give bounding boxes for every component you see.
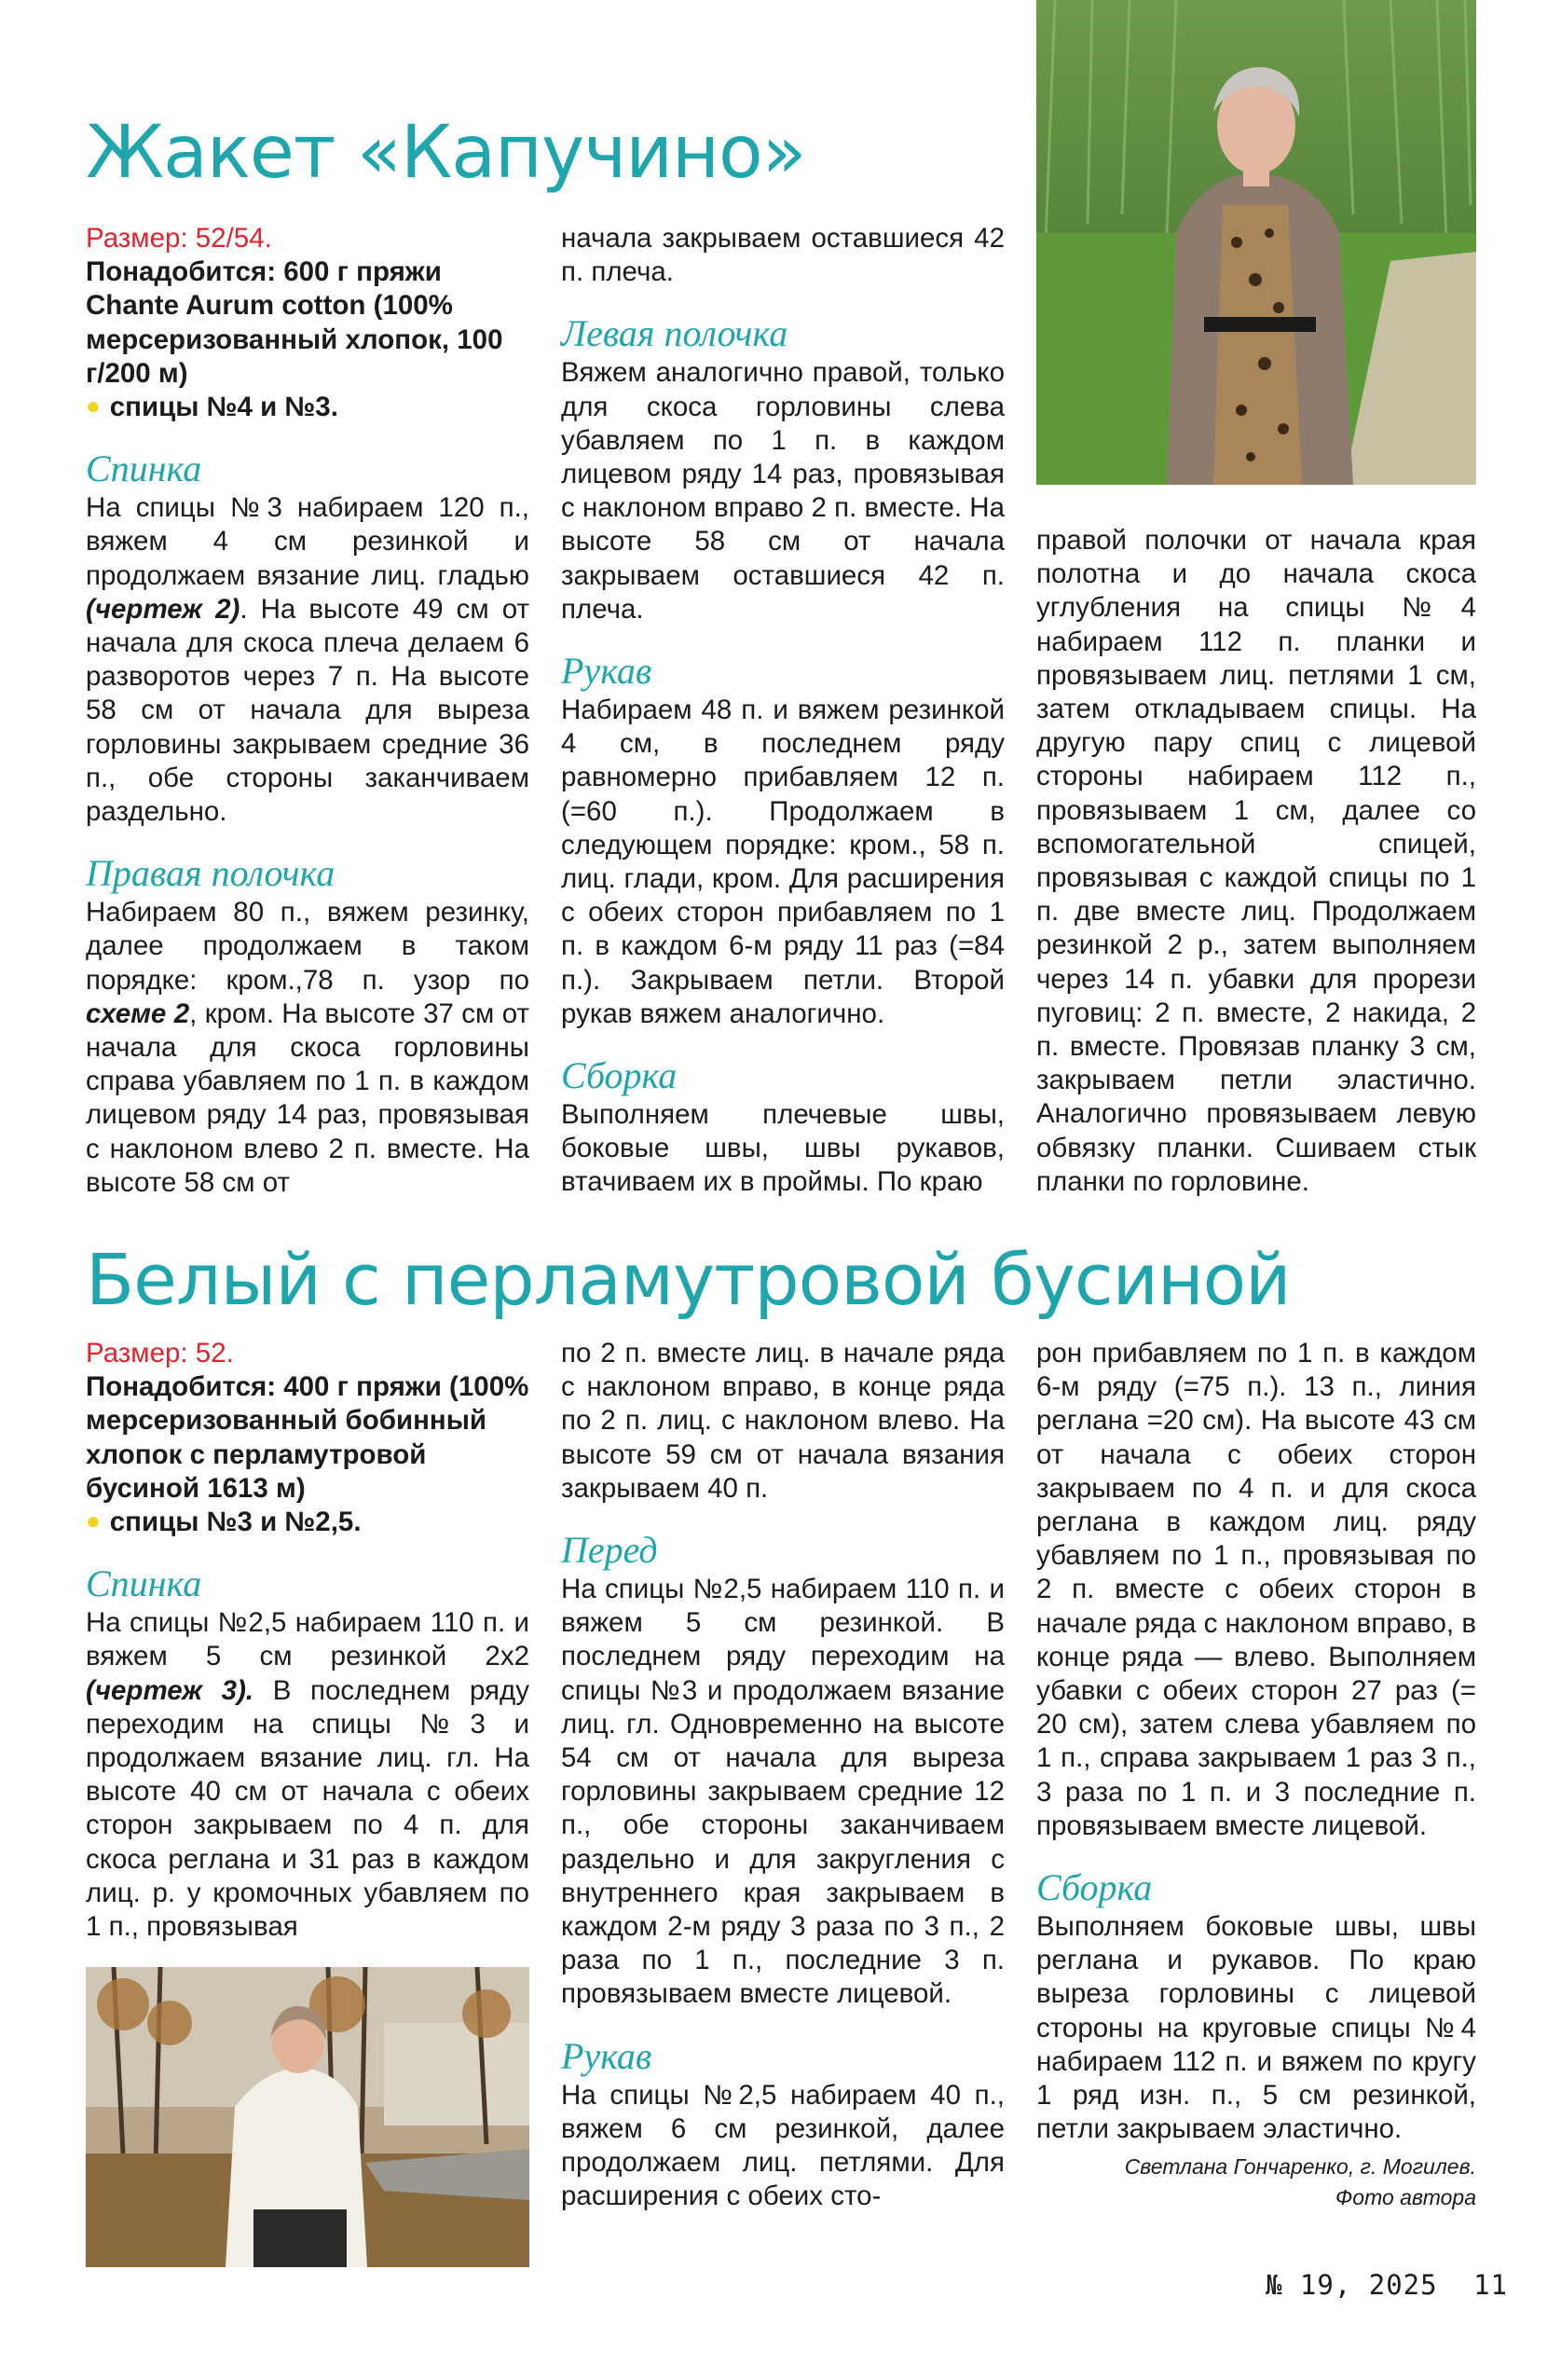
assembly-paragraph: Выполняем плечевые швы, боковые швы, швы рукавов, втачиваем их в проймы. По краю — [561, 1099, 1005, 1198]
back-chart-reference: (чертеж 2) — [86, 593, 240, 625]
materials-needed-2: Понадобится: 400 г пряжи (100% мерсеризованный бобинный хлопок с перламутровой бусиной 1613 м) — [86, 1371, 529, 1504]
left-front-paragraph: Вяжем аналогично правой, только для скоса горловины слева убавляем по 1 п. в каждом лицевом ряду 14 раз, провязывая с наклоном вправо 2 п. вместе. На высоте 58 см от начала закрываем оставшиеся 42 п. плеча. — [561, 357, 1005, 625]
section-heading-front: Перед — [561, 1529, 658, 1572]
back2-text-1: На спицы №2,5 набираем 110 п. и вяжем 5 см резинкой 2х2 — [86, 1607, 529, 1672]
article1-column-3 — [1036, 524, 1476, 1199]
author-credit: Светлана Гончаренко, г. Могилев. — [1124, 2154, 1476, 2180]
woman-sweater-illustration — [86, 1967, 529, 2267]
section-heading-left-front: Левая полочка — [561, 312, 788, 355]
section-heading-back: Спинка — [86, 447, 202, 490]
right-front-continuation: начала закрываем оставшиеся 42 п. плеча. — [561, 223, 1005, 288]
section-heading-assembly: Сборка — [561, 1054, 678, 1097]
sleeve-paragraph-2: На спицы №2,5 набираем 40 п., вяжем 6 см резинкой, далее продолжаем лиц. петлями. Для расширения с обеих сто- — [561, 2079, 1005, 2212]
needles-line — [86, 391, 529, 424]
back2-text-2: В последнем ряду переходим на спицы №3 и продолжаем вязание лиц. гл. На высоте 40 см от начала с обеих сторон закрываем по 4 п. для скоса реглана и 31 раз в каждом лиц. р. у кромочных убавляем по 1 п., провязывая — [86, 1674, 529, 1943]
right-front-text-1: Набираем 80 п., вяжем резинку, далее продолжаем в таком порядке: кром.,78 п. узор по — [86, 897, 529, 996]
photo-white-sweater — [86, 1967, 529, 2267]
article2-column-1 — [86, 1337, 529, 1944]
back-text-2: . На высоте 49 см от начала для скоса плеча делаем 6 разворотов через 7 п. На высоте 58 см от начала для выреза горловины закрываем средние 36 п., обе стороны заканчиваем раздельно. — [86, 593, 529, 828]
back-paragraph — [86, 491, 529, 829]
raglan-paragraph: рон прибавляем по 1 п. в каждом 6-м ряду (=75 п.). 13 п., линия реглана =20 см). На высоте 43 см от начала с обеих сторон закрываем по 4 п. и для скоса реглана в каждом лиц. ряду убавляем по 1 п., провязывая по 2 п. вместе с обеих сторон в начале ряда с наклоном вправо, в конце ряда — влево. Выполняем убавки с обеих сторон 27 раз (= 20 см), затем слева убавляем по 1 п., справа закрываем 1 раз 3 п., 3 раза по 1 п. и 3 последние п. провязываем вместе лицевой. — [1036, 1338, 1476, 1841]
back2-continuation: по 2 п. вместе лиц. в начале ряда с наклоном вправо, в конце ряда по 2 п. лиц. с наклоном влево. На высоте 59 см от начала вязания закрываем 40 п. — [561, 1338, 1005, 1504]
placket-paragraph: правой полочки от начала края полотна и до начала скоса углубления на спицы №4 набираем 112 п. планки и провязываем лиц. петлями 1 см, затем откладываем спицы. На другую пару спиц с лицевой стороны набираем 112 п., провязываем 1 см, далее со вспомогательной спицей, провязывая с каждой спицы по 1 п. две вместе лиц. Продолжаем резинкой 2 р., затем выполняем через 14 п. убавки для прорези пуговиц: 2 п. вместе, 2 накида, 2 п. вместе. Провязав планку 3 см, закрываем петли эластично. Аналогично провязываем левую обвязку планки. Сшиваем стык планки по горловине. — [1036, 525, 1476, 1197]
right-front-paragraph — [86, 896, 529, 1200]
size-label: Размер: 52/54. — [86, 223, 272, 254]
article2-column-3 — [1036, 1337, 1476, 2213]
photo-cardigan — [1036, 0, 1476, 485]
back2-chart-reference: (чертеж 3). — [86, 1674, 254, 1706]
issue-number: № 19, 2025 — [1266, 2269, 1438, 2301]
article2-title: Белый с перламутровой бусиной — [86, 1238, 1291, 1321]
bullet-icon: ● — [86, 392, 101, 420]
sleeve-paragraph: Набираем 48 п. и вяжем резинкой 4 см, в последнем ряду равномерно прибавляем 12 п. (=60 п.). Продолжаем в следующем порядке: кром., 58 п. лиц. глади, кром. Для расширения с обеих сторон прибавляем по 1 п. в каждом 6-м ряду 11 раз (=84 п.). Закрываем петли. Второй рукав вяжем аналогично. — [561, 695, 1005, 1029]
section-heading-sleeve: Рукав — [561, 650, 652, 693]
front-paragraph: На спицы №2,5 набираем 110 п. и вяжем 5 см резинкой. В последнем ряду переходим на спицы №3 и продолжаем вязание лиц. гл. Одновременно на высоте 54 см от начала для выреза горловины закрываем средние 12 п., обе стороны заканчиваем раздельно и для закругления с внутреннего края закрываем в каждом 2-м ряду 3 раза по 3 п., 2 раза по 1 п., последние 3 п. провязываем вместе лицевой. — [561, 1574, 1005, 2010]
woman-cardigan-illustration — [1036, 0, 1476, 485]
right-front-scheme-reference: схеме 2 — [86, 997, 190, 1029]
right-front-text-2: , кром. На высоте 37 см от начала для скоса горловины справа убавляем по 1 п. в каждом лицевом ряду 14 раз, провязывая с наклоном влево 2 п. вместе. На высоте 58 см от — [86, 997, 529, 1198]
article1-title: Жакет «Капучино» — [86, 111, 806, 195]
section-heading-sleeve-2: Рукав — [561, 2034, 652, 2077]
needles-line-2 — [86, 1506, 529, 1539]
back-text-1: На спицы №3 набираем 120 п., вяжем 4 см резинкой и продолжаем вязание лиц. гладью — [86, 492, 529, 591]
page-number: 11 — [1473, 2269, 1508, 2301]
page-folio — [1266, 2269, 1508, 2301]
materials-needed: Понадобится: 600 г пряжи Chante Aurum cotton (100% мерсеризованный хлопок, 100 г/200 м) — [86, 256, 503, 389]
back-paragraph-2 — [86, 1606, 529, 1944]
article2-column-2 — [561, 1337, 1005, 2213]
article1-column-1 — [86, 222, 529, 1200]
bullet-icon: ● — [86, 1506, 101, 1535]
article1-column-2 — [561, 222, 1005, 1200]
needles-text: спицы №4 и №3. — [109, 392, 338, 423]
section-heading-right-front: Правая полочка — [86, 852, 335, 895]
section-heading-assembly-2: Сборка — [1036, 1866, 1153, 1909]
size-label-2: Размер: 52. — [86, 1338, 234, 1369]
assembly-paragraph-2: Выполняем боковые швы, швы реглана и рукавов. По краю выреза горловины с лицевой стороны на круговые спицы №4 набираем 112 п. и вяжем по кругу 1 ряд изн. п., 5 см резинкой, петли закрываем эластично. — [1036, 1911, 1476, 2145]
needles-text-2: спицы №3 и №2,5. — [109, 1506, 362, 1538]
photo-credit: Фото автора — [1335, 2185, 1476, 2210]
section-heading-back-2: Спинка — [86, 1562, 202, 1605]
